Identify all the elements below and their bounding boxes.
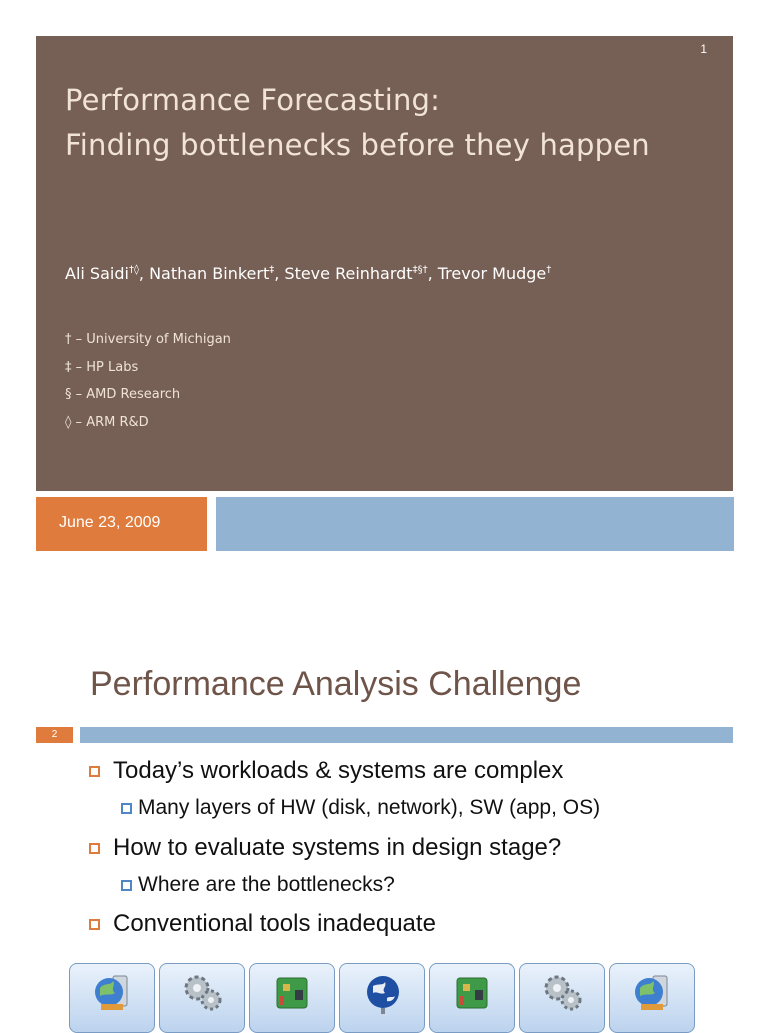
date-box — [36, 497, 207, 551]
computer-tile — [69, 963, 155, 1033]
slide-title-line-2: Finding bottlenecks before they happen — [65, 128, 650, 162]
author-affiliation-marks: †◊ — [128, 264, 139, 276]
bullet-item — [89, 757, 563, 785]
gears-icon — [541, 970, 585, 1014]
affiliation-item: § – AMD Research — [65, 387, 181, 402]
sub-bullet-text: Many layers of HW (disk, network), SW (app, OS) — [138, 796, 601, 819]
computer-tile — [609, 963, 695, 1033]
author-name: Trevor Mudge — [437, 264, 547, 283]
bullet-text: Today’s workloads & systems are complex — [113, 757, 564, 784]
computer-icon — [631, 970, 675, 1014]
bullet-item — [89, 834, 561, 862]
square-bullet-icon — [89, 843, 100, 854]
bullet-item — [89, 910, 436, 938]
slide-number: 2 — [36, 727, 73, 743]
author-name: Steve Reinhardt — [284, 264, 413, 283]
globe-icon — [361, 970, 405, 1014]
presentation-date: June 23, 2009 — [59, 514, 161, 531]
sub-bullet-item — [121, 796, 600, 820]
author-separator: , — [138, 264, 150, 283]
circuit-board-tile — [429, 963, 515, 1033]
affiliation-item: ‡ – HP Labs — [65, 359, 139, 375]
slide-number: 1 — [700, 42, 707, 56]
slide-title: Performance Analysis Challenge — [90, 665, 582, 703]
affiliation-list — [65, 331, 231, 441]
gears-tile — [519, 963, 605, 1033]
sub-bullet-item — [121, 873, 395, 897]
globe-tile — [339, 963, 425, 1033]
author-name: Ali Saidi — [65, 264, 129, 283]
square-bullet-icon — [89, 766, 100, 777]
author-list — [65, 264, 551, 283]
square-bullet-icon — [89, 919, 100, 930]
author-affiliation-marks: ‡ — [269, 264, 275, 276]
bullet-text: How to evaluate systems in design stage? — [113, 834, 562, 861]
slide-title-line-1: Performance Forecasting: — [65, 83, 441, 117]
gears-tile — [159, 963, 245, 1033]
author-affiliation-marks: † — [546, 264, 552, 276]
author-separator: , — [274, 264, 285, 283]
affiliation-item: † – University of Michigan — [65, 332, 231, 347]
computer-icon — [91, 970, 135, 1014]
title-slide-panel — [36, 36, 733, 491]
author-name: Nathan Binkert — [149, 264, 270, 283]
footer-bar — [216, 497, 734, 551]
author-affiliation-marks: ‡§† — [412, 264, 428, 276]
affiliation-item: ◊ – ARM R&D — [65, 414, 149, 430]
sub-bullet-text: Where are the bottlenecks? — [138, 873, 395, 896]
square-bullet-icon — [121, 880, 132, 891]
bullet-text: Conventional tools inadequate — [113, 910, 436, 937]
circuit-board-icon — [271, 970, 315, 1014]
gears-icon — [181, 970, 225, 1014]
author-separator: , — [427, 264, 438, 283]
title-underline-bar — [80, 727, 733, 743]
circuit-board-tile — [249, 963, 335, 1033]
square-bullet-icon — [121, 803, 132, 814]
circuit-board-icon — [451, 970, 495, 1014]
